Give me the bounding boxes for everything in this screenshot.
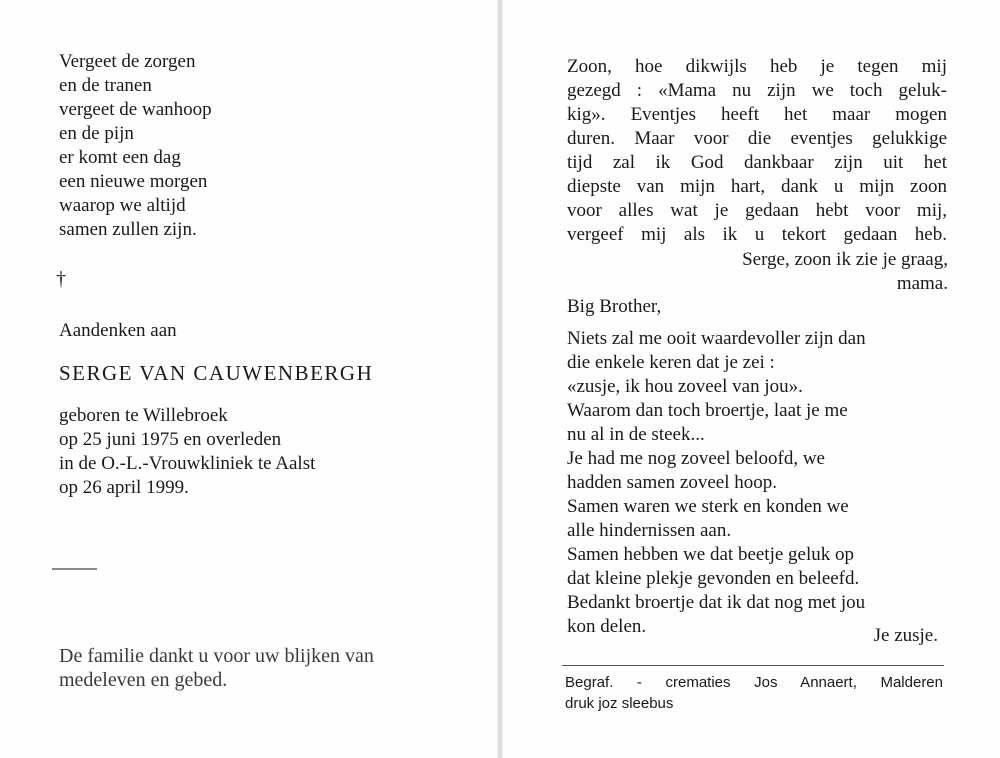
thanks-line: medeleven en gebed. [59, 669, 228, 691]
poem-line: en de pijn [59, 123, 134, 144]
footer-divider [562, 665, 944, 666]
remembrance-heading: Aandenken aan [59, 320, 177, 341]
family-thanks [59, 644, 374, 692]
printer-credit [565, 672, 943, 714]
sister-line: alle hindernissen aan. [567, 520, 732, 541]
mother-line: diepste van mijn hart, dank u mijn zoon [567, 176, 947, 197]
sister-line: Samen waren we sterk en konden we [567, 496, 849, 517]
right-page [503, 0, 1000, 758]
bio-line: op 26 april 1999. [59, 477, 189, 498]
left-page [0, 0, 497, 758]
bio-line: op 25 juni 1975 en overleden [59, 429, 282, 450]
sister-signature: Je zusje. [873, 625, 938, 646]
poem-line: waarop we altijd [59, 195, 186, 216]
sister-line: Niets zal me ooit waardevoller zijn dan [567, 328, 866, 349]
mother-line: voor alles wat je gedaan hebt voor mij, [567, 200, 947, 221]
printer-line: druk joz sleebus [565, 695, 674, 712]
biography [59, 404, 315, 500]
sister-line: die enkele keren dat je zei : [567, 352, 775, 373]
mother-closing-line: Serge, zoon ik zie je graag, [742, 249, 948, 270]
mother-line: kig». Eventjes heeft het maar mogen [567, 104, 947, 125]
sister-greeting: Big Brother, [567, 296, 662, 317]
poem [59, 50, 212, 242]
sister-line: Bedankt broertje dat ik dat nog met jou [567, 592, 866, 613]
thanks-line: De familie dankt u voor uw blijken van [59, 645, 374, 667]
mother-line: tijd zal ik God dankbaar zijn uit het [567, 152, 947, 173]
mother-signature [742, 248, 948, 296]
printer-line: Begraf. - crematies Jos Annaert, Malderen [565, 674, 943, 691]
poem-line: Vergeet de zorgen [59, 51, 196, 72]
poem-line: en de tranen [59, 75, 152, 96]
poem-line: een nieuwe morgen [59, 171, 208, 192]
sister-message [567, 327, 866, 639]
sister-line: nu al in de steek... [567, 424, 705, 445]
poem-line: samen zullen zijn. [59, 219, 197, 240]
sister-line: Je had me nog zoveel beloofd, we [567, 448, 825, 469]
bio-line: geboren te Willebroek [59, 405, 228, 426]
poem-line: er komt een dag [59, 147, 181, 168]
sister-line: dat kleine plekje gevonden en beleefd. [567, 568, 860, 589]
mother-line: vergeef mij als ik u tekort gedaan heb. [567, 224, 947, 245]
sister-line: hadden samen zoveel hoop. [567, 472, 777, 493]
bio-line: in de O.-L.-Vrouwkliniek te Aalst [59, 453, 316, 474]
sister-line: kon delen. [567, 616, 647, 637]
sister-line: Waarom dan toch broertje, laat je me [567, 400, 848, 421]
poem-line: vergeet de wanhoop [59, 99, 212, 120]
divider [52, 568, 97, 570]
mother-line: gezegd : «Mama nu zijn we toch geluk- [567, 80, 947, 101]
cross-icon: † [56, 268, 66, 290]
sister-line: Samen hebben we dat beetje geluk op [567, 544, 855, 565]
deceased-name: SERGE VAN CAUWENBERGH [59, 361, 374, 385]
mother-line: Zoon, hoe dikwijls heb je tegen mij [567, 56, 947, 77]
mother-closing-line: mama. [896, 273, 948, 294]
mother-line: duren. Maar voor die eventjes gelukkige [567, 128, 947, 149]
sister-line: «zusje, ik hou zoveel van jou». [567, 376, 803, 397]
mother-message [567, 55, 947, 247]
